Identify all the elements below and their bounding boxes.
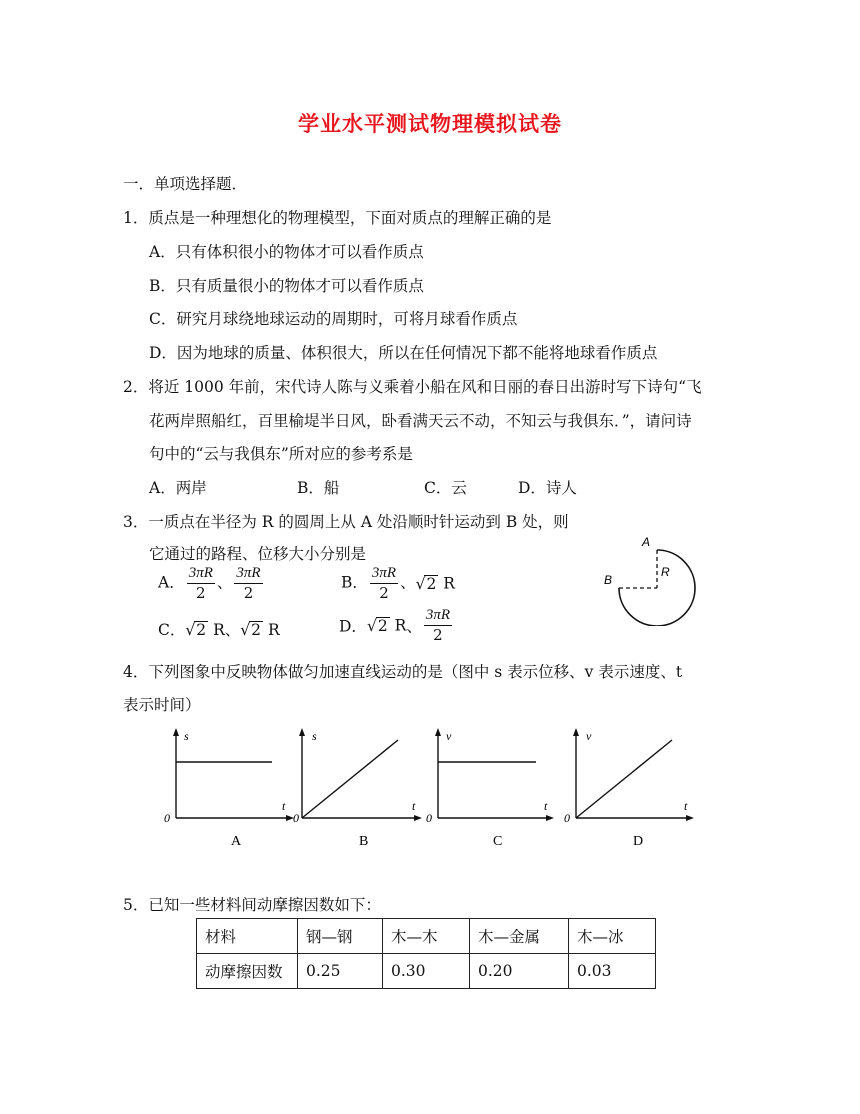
point-b-label: B — [604, 573, 613, 587]
graph-d-origin: 0 — [564, 811, 570, 825]
q4-line-1: 4．下列图象中反映物体做匀加速直线运动的是（图中 s 表示位移、v 表示速度、t — [123, 663, 683, 681]
graph-b-line — [302, 740, 398, 818]
graph-c-x-label: t — [544, 799, 548, 813]
q5-stem: 5．已知一些材料间动摩擦因数如下： — [123, 896, 381, 914]
q2-option-c: C．云 — [424, 479, 467, 497]
graph-b — [293, 728, 422, 849]
page-title: 学业水平测试物理模拟试卷 — [298, 111, 562, 136]
graph-a — [164, 728, 294, 849]
q3-line-1: 3．一质点在半径为 R 的圆周上从 A 处沿顺时针运动到 B 处，则 — [123, 513, 569, 531]
table-cell: 木—冰 — [569, 919, 656, 954]
q2-option-a: A．两岸 — [149, 479, 207, 497]
friction-table — [196, 918, 656, 989]
graph-a-y-label: s — [184, 729, 189, 743]
graph-a-caption: A — [231, 834, 242, 849]
point-a-label: A — [642, 535, 651, 549]
table-cell: 0.20 — [470, 954, 569, 989]
q3-option-a: A． $\frac{3\pi R}{2}$ 、 $\frac{3\pi R}{2}$ — [158, 565, 261, 602]
graph-b-x-label: t — [412, 799, 416, 813]
graph-d-line — [576, 740, 672, 818]
table-row — [197, 919, 656, 954]
q2-option-d: D．诗人 — [518, 479, 577, 497]
table-cell: 0.03 — [569, 954, 656, 989]
graph-c-caption: C — [493, 834, 503, 849]
graph-c-y-label: v — [446, 729, 452, 743]
q2-line-2: 花两岸照船红，百里榆堤半日风，卧看满天云不动，不知云与我俱东．”，请问诗 — [149, 412, 692, 430]
graph-b-y-label: s — [312, 729, 317, 743]
q2-line-3: 句中的“云与我俱东”所对应的参考系是 — [149, 445, 413, 463]
table-cell: 材料 — [197, 919, 298, 954]
q1-option-a: A．只有体积很小的物体才可以看作质点 — [149, 243, 424, 261]
graph-d-y-label: v — [586, 729, 592, 743]
q2-option-b: B．船 — [297, 479, 340, 497]
table-cell: 动摩擦因数 — [197, 954, 298, 989]
table-cell: 0.25 — [298, 954, 383, 989]
graph-b-caption: B — [359, 834, 369, 849]
radius-label: R — [661, 565, 670, 579]
graph-c-origin: 0 — [426, 811, 432, 825]
q3-circle-figure — [596, 528, 708, 626]
q3-line-2: 它通过的路程、位移大小分别是 — [149, 545, 367, 563]
q3-option-b: B． $\frac{3\pi R}{2}$ 、√2 R — [341, 565, 455, 602]
graph-d — [564, 728, 694, 849]
graph-d-x-label: t — [684, 799, 688, 813]
table-cell: 木—木 — [383, 919, 470, 954]
q1-option-c: C．研究月球绕地球运动的周期时，可将月球看作质点 — [149, 310, 518, 328]
table-cell: 木—金属 — [470, 919, 569, 954]
q1-stem: 1．质点是一种理想化的物理模型，下面对质点的理解正确的是 — [123, 209, 552, 227]
graph-a-x-label: t — [282, 799, 286, 813]
q4-graphs — [150, 722, 710, 852]
q4-line-2: 表示时间） — [123, 696, 201, 714]
q1-option-b: B．只有质量很小的物体才可以看作质点 — [149, 277, 424, 295]
graph-d-caption: D — [633, 834, 644, 849]
graph-c — [426, 728, 554, 849]
q1-option-d: D．因为地球的质量、体积很大，所以在任何情况下都不能将地球看作质点 — [149, 344, 658, 362]
section-heading: 一．单项选择题． — [123, 175, 248, 193]
q2-line-1: 2．将近 1000 年前，宋代诗人陈与义乘着小船在风和日丽的春日出游时写下诗句“飞 — [123, 378, 702, 396]
q3-option-d: D．√2 R、 $\frac{3\pi R}{2}$ — [339, 607, 451, 644]
graph-b-origin: 0 — [293, 811, 299, 825]
table-cell: 0.30 — [383, 954, 470, 989]
q3-option-c: C．√2 R、√2 R — [158, 621, 280, 639]
graph-a-origin: 0 — [164, 811, 170, 825]
table-row — [197, 954, 656, 989]
table-cell: 钢—钢 — [298, 919, 383, 954]
